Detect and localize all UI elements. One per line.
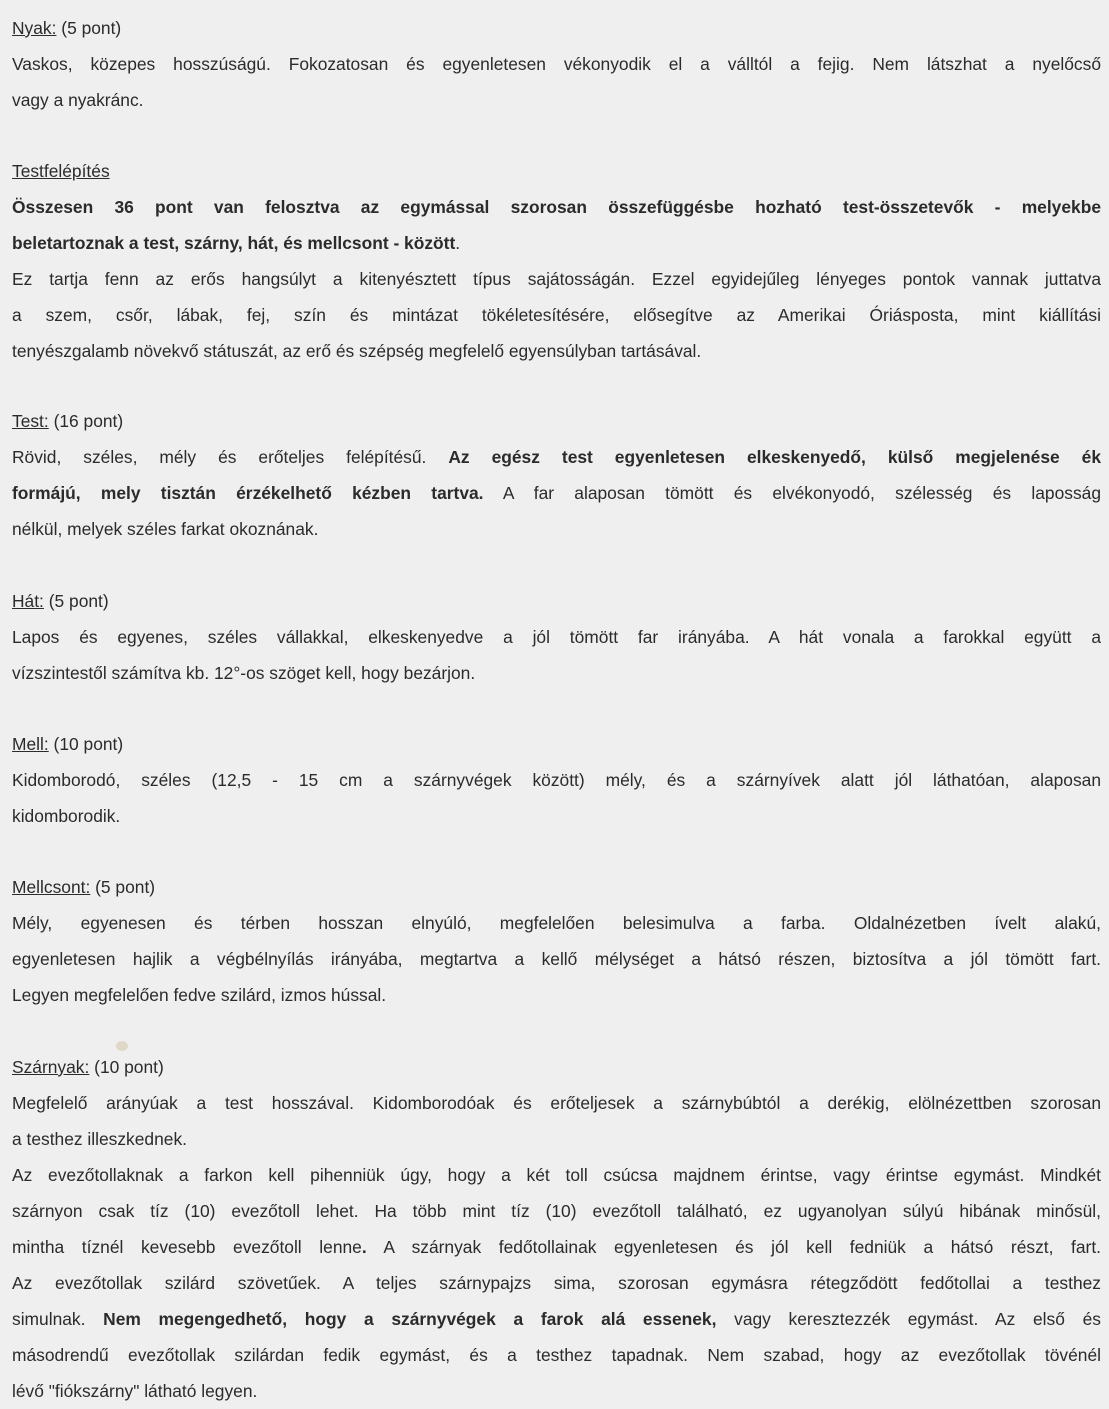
text-line: Ez tartja fenn az erős hangsúlyt a kitenyésztett típus sajátosságán. Ezzel egyidejűleg lényeges pontok vannak juttatva (12, 269, 1101, 289)
heading-hat: Hát: (12, 591, 44, 611)
text-line: Vaskos, közepes hosszúságú. Fokozatosan és egyenletesen vékonyodik el a válltól a fejig. Nem látszhat a nyelőcső (12, 54, 1101, 74)
bold-text: Az egész test egyenletesen elkeskenyedő, külső megjelenése ék (448, 447, 1101, 467)
bold-text: formájú, mely tisztán érzékelhető kézben tartva. (12, 483, 484, 503)
text-line: másodrendű evezőtollak szilárdan fedik egymást, és a testhez tapadnak. Nem szabad, hogy az evezőtollak tövénél (12, 1345, 1101, 1365)
text-line: egyenletesen hajlik a végbélnyílás irányába, megtartva a kellő mélységet a hátsó részen, biztosítva a jól tömött fart. (12, 949, 1101, 969)
section-mellcsont (12, 869, 1101, 1013)
points-szarnyak: (10 pont) (89, 1057, 164, 1077)
text-line: tenyészgalamb növekvő státuszát, az erő és szépség megfelelő egyensúlyban tartásával. (12, 341, 702, 361)
heading-mell: Mell: (12, 734, 49, 754)
text-line: Kidomborodó, széles (12,5 - 15 cm a szárnyvégek között) mély, és a szárnyívek alatt jól láthatóan, alaposan (12, 770, 1101, 790)
section-mell (12, 726, 1101, 834)
bold-text: Összesen 36 pont van felosztva az egymással szorosan összefüggésbe hozható test-összetevők - melyekbe (12, 197, 1101, 217)
points-nyak: (5 pont) (56, 18, 122, 38)
text-line: Megfelelő arányúak a test hosszával. Kidomborodóak és erőteljesek a szárnybúbtól a derékig, elölnézettben szorosan (12, 1093, 1101, 1113)
heading-testfelepites: Testfelépítés (12, 161, 110, 181)
text-line: Az evezőtollaknak a farkon kell pihenniük úgy, hogy a két toll csúcsa majdnem érintse, vagy érintse egymást. Mindkét (12, 1165, 1101, 1185)
heading-test: Test: (12, 411, 49, 431)
text-line: kidomborodik. (12, 806, 121, 826)
points-mellcsont: (5 pont) (90, 877, 156, 897)
text-line: Mély, egyenesen és térben hosszan elnyúló, megfelelően belesimulva a farba. Oldalnézetben ívelt alakú, (12, 913, 1101, 933)
text-line: a szem, csőr, lábak, fej, szín és mintázat tökéletesítésére, elősegítve az Amerikai Óriásposta, mint kiállítási (12, 305, 1101, 325)
heading-mellcsont: Mellcsont: (12, 877, 91, 897)
section-szarnyak: Szárnyak: (10 pont) Megfelelő arányúak a test hosszával. Kidomborodóak és erőteljesek a szárnybúbtól a derékig, elölnézettben szorosan a testhez illeszkednek. Az evezőtollaknak a farkon kell pihenniük úgy, hogy a két toll csúcsa majdnem érintse, vagy érintse egymást. Mindkét szárnyon csak tíz (10) evezőtoll lehet. Ha több mint tíz (10) evezőtoll található, ez ugyanolyan súlyú hibának minősül, mintha tíznél kevesebb evezőtoll lenne. A szárnyak fedőtollainak egyenletesen és jól kell fedniük a hátsó részt, fart. Az evezőtollak szilárd szövetűek. A teljes szárnypajzs sima, szorosan egymásra rétegződött fedőtollai a testhez simulnak. Nem megengedhető, hogy a szárnyvégek a farok alá essenek, vagy keresztezzék egymást. Az első és másodrendű evezőtollak szilárdan fedik egymást, és a testhez tapadnak. Nem szabad, hogy az evezőtollak tövénél lévő "fiókszárny" látható legyen. (12, 1049, 1101, 1409)
section-test: Test: (16 pont) Rövid, széles, mély és erőteljes felépítésű. Az egész test egyenletesen elkeskenyedő, külső megjelenése ék formájú, mely tisztán érzékelhető kézben tartva. A far alaposan tömött és elvékonyodó, szélesség és laposság nélkül, melyek széles farkat okoznának. (12, 403, 1101, 547)
section-nyak (12, 10, 1101, 118)
text-line: Legyen megfelelően fedve szilárd, izmos hússal. (12, 985, 387, 1005)
bold-text: Nem megengedhető, hogy a szárnyvégek a farok alá essenek, (103, 1309, 717, 1329)
text-line: vízszintestől számítva kb. 12°-os szöget kell, hogy bezárjon. (12, 663, 476, 683)
paper-speck (116, 1041, 128, 1051)
points-hat: (5 pont) (43, 591, 109, 611)
text-line: a testhez illeszkednek. (12, 1129, 187, 1149)
section-testfelepites: Testfelépítés Összesen 36 pont van felosztva az egymással szorosan összefüggésbe hozható test-összetevők - melyekbe beletartoznak a test, szárny, hát, és mellcsont - között. Ez tartja fenn az erős hangsúlyt a kitenyésztett típus sajátosságán. Ezzel egyidejűleg lényeges pontok vannak juttatva a szem, csőr, lábak, fej, szín és mintázat tökéletesítésére, elősegítve az Amerikai Óriásposta, mint kiállítási tenyészgalamb növekvő státuszát, az erő és szépség megfelelő egyensúlyban tartásával. (12, 153, 1101, 369)
text-line: lévő "fiókszárny" látható legyen. (12, 1381, 258, 1401)
text-line: Lapos és egyenes, széles vállakkal, elkeskenyedve a jól tömött far irányába. A hát vonala a farokkal együtt a (12, 627, 1101, 647)
section-hat (12, 583, 1101, 691)
heading-nyak: Nyak: (12, 18, 57, 38)
text-line: nélkül, melyek széles farkat okoznának. (12, 519, 319, 539)
heading-szarnyak: Szárnyak: (12, 1057, 90, 1077)
points-test: (16 pont) (48, 411, 124, 431)
bold-text: beletartoznak a test, szárny, hát, és mellcsont - között (12, 233, 456, 253)
points-mell: (10 pont) (48, 734, 124, 754)
text-line: szárnyon csak tíz (10) evezőtoll lehet. Ha több mint tíz (10) evezőtoll található, ez ugyanolyan súlyú hibának minősül, (12, 1201, 1101, 1221)
text-line: Az evezőtollak szilárd szövetűek. A teljes szárnypajzs sima, szorosan egymásra rétegződött fedőtollai a testhez (12, 1273, 1101, 1293)
text-line: vagy a nyakránc. (12, 90, 144, 110)
